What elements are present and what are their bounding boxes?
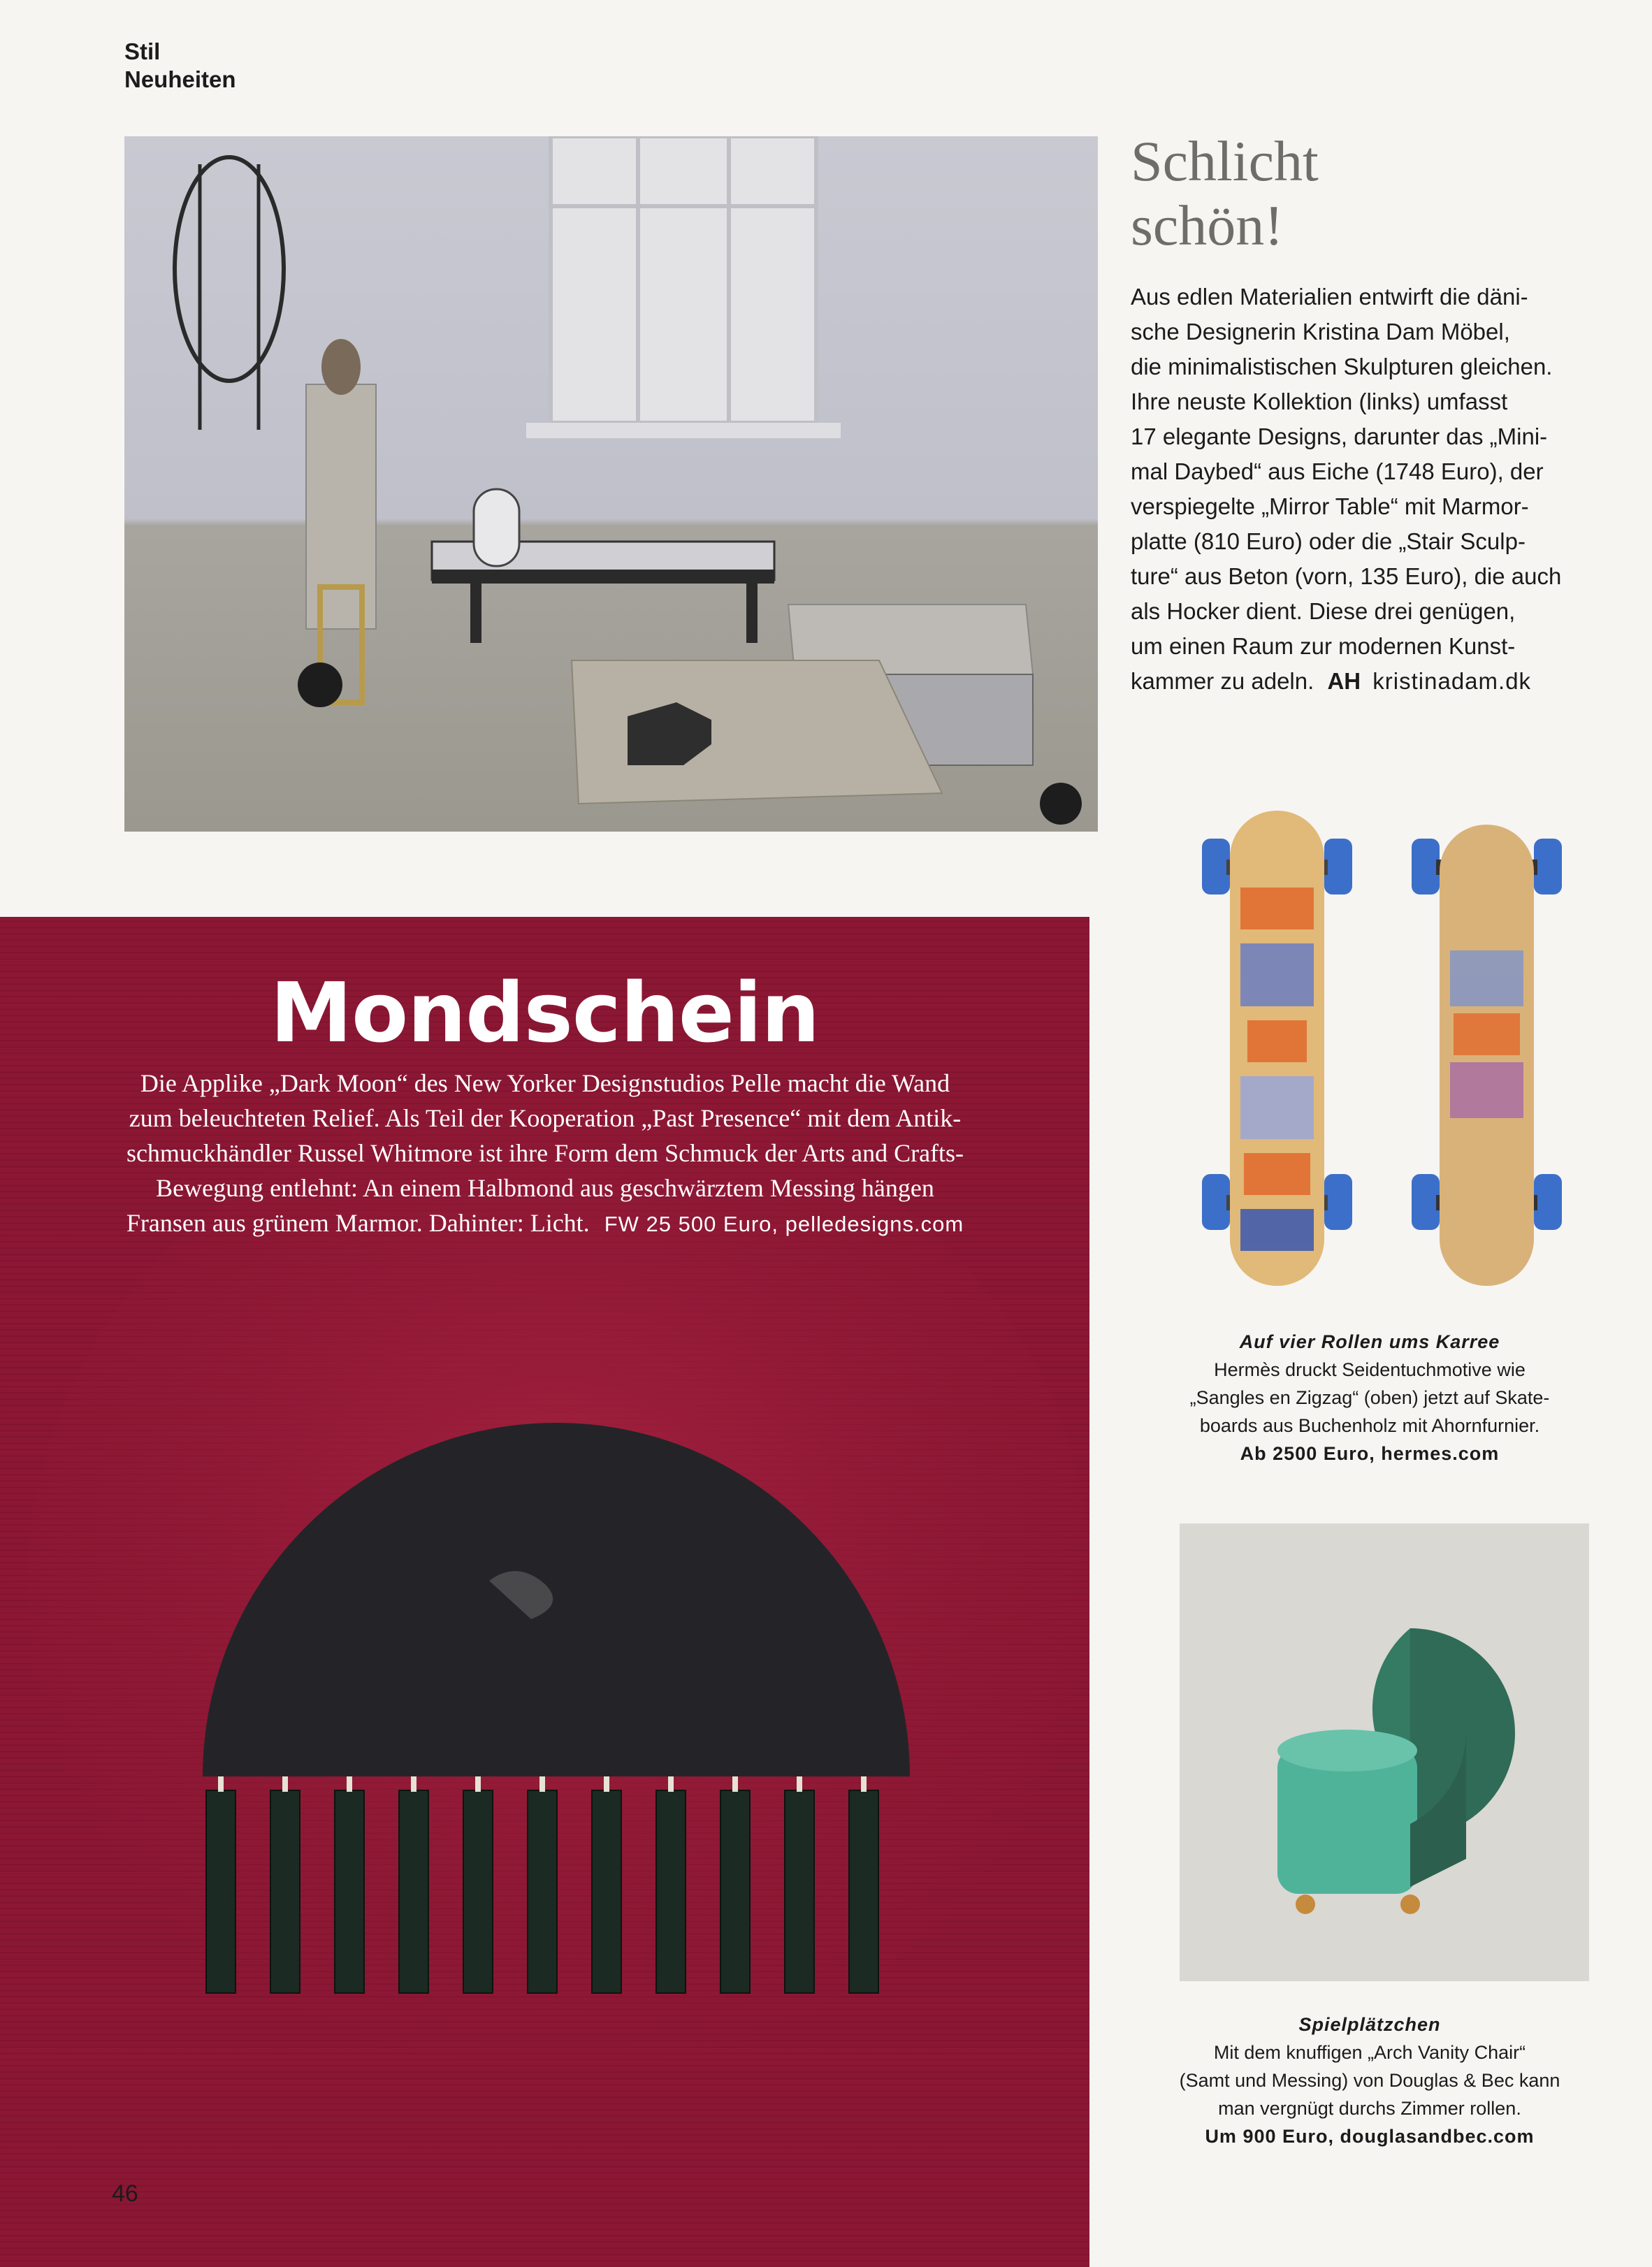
body-line: Bewegung entlehnt: An einem Halbmond aus geschwärztem Messing hängen bbox=[156, 1174, 934, 1202]
top-headline bbox=[1131, 129, 1620, 258]
body-last-line bbox=[1131, 664, 1613, 699]
body-line: schmuckhändler Russel Whitmore ist ihre Form dem Schmuck der Arts and Crafts- bbox=[126, 1139, 964, 1167]
body-line: Fransen aus grünem Marmor. Dahinter: Licht. bbox=[126, 1209, 590, 1237]
body-line: Aus edlen Materialien entwirft die däni- bbox=[1131, 284, 1528, 310]
kristina-dam-room-photo bbox=[124, 136, 1098, 832]
body-line: kammer zu adeln. bbox=[1131, 668, 1314, 694]
body-line: die minimalistischen Skulpturen gleichen. bbox=[1131, 354, 1553, 379]
body-line: um einen Raum zur modernen Kunst- bbox=[1131, 633, 1516, 659]
caption-line: man vergnügt durchs Zimmer rollen. bbox=[1218, 2098, 1521, 2119]
caption-price: Um 900 Euro, douglasandbec.com bbox=[1205, 2126, 1535, 2147]
mondschein-body bbox=[112, 1066, 978, 1242]
top-headline-line2: schön! bbox=[1131, 194, 1284, 257]
body-line: zum beleuchteten Relief. Als Teil der Kooperation „Past Presence“ mit dem Antik- bbox=[129, 1104, 962, 1132]
body-line: Die Applike „Dark Moon“ des New Yorker Designstudios Pelle macht die Wand bbox=[140, 1069, 950, 1097]
section-label bbox=[124, 38, 236, 94]
arch-vanity-chair-photo bbox=[1180, 1523, 1589, 1981]
body-line: 17 elegante Designs, darunter das „Mini- bbox=[1131, 423, 1548, 449]
article-url: kristinadam.dk bbox=[1372, 668, 1532, 694]
caption-line: Hermès druckt Seidentuchmotive wie bbox=[1214, 1359, 1526, 1380]
skateboards-illustration bbox=[1202, 811, 1579, 1300]
body-line: als Hocker dient. Diese drei genügen, bbox=[1131, 598, 1516, 624]
body-line: platte (810 Euro) oder die „Stair Sculp- bbox=[1131, 528, 1526, 554]
page-number: 46 bbox=[112, 2180, 138, 2207]
skateboards-caption bbox=[1153, 1328, 1586, 1468]
body-line: sche Designerin Kristina Dam Möbel, bbox=[1131, 319, 1510, 345]
body-last-line bbox=[112, 1205, 978, 1242]
caption-title: Auf vier Rollen ums Karree bbox=[1239, 1331, 1500, 1352]
caption-line: boards aus Buchenholz mit Ahornfurnier. bbox=[1199, 1415, 1540, 1436]
chair-caption bbox=[1153, 2011, 1586, 2150]
chair-illustration bbox=[1180, 1523, 1589, 1981]
caption-line: Mit dem knuffigen „Arch Vanity Chair“ bbox=[1213, 2042, 1526, 2063]
body-line: Ihre neuste Kollektion (links) umfasst bbox=[1131, 389, 1508, 414]
mondschein-headline: Mondschein bbox=[270, 964, 820, 1061]
room-illustration bbox=[124, 136, 1098, 832]
caption-title: Spielplätzchen bbox=[1298, 2014, 1441, 2035]
body-line: ture“ aus Beton (vorn, 135 Euro), die auch bbox=[1131, 563, 1562, 589]
author-initials: AH bbox=[1327, 668, 1361, 694]
caption-line: „Sangles en Zigzag“ (oben) jetzt auf Skate- bbox=[1189, 1387, 1550, 1408]
body-line: verspiegelte „Mirror Table“ mit Marmor- bbox=[1131, 493, 1529, 519]
price-credit: FW 25 500 Euro, pelledesigns.com bbox=[604, 1212, 964, 1236]
caption-price: Ab 2500 Euro, hermes.com bbox=[1240, 1443, 1500, 1464]
body-line: mal Daybed“ aus Eiche (1748 Euro), der bbox=[1131, 458, 1544, 484]
subsection-name: Neuheiten bbox=[124, 66, 236, 92]
section-name: Stil bbox=[124, 38, 161, 64]
top-headline-line1: Schlicht bbox=[1131, 129, 1319, 193]
top-article-body bbox=[1131, 280, 1613, 699]
caption-line: (Samt und Messing) von Douglas & Bec kann bbox=[1179, 2070, 1560, 2091]
hermes-skateboards-photo bbox=[1202, 811, 1579, 1300]
